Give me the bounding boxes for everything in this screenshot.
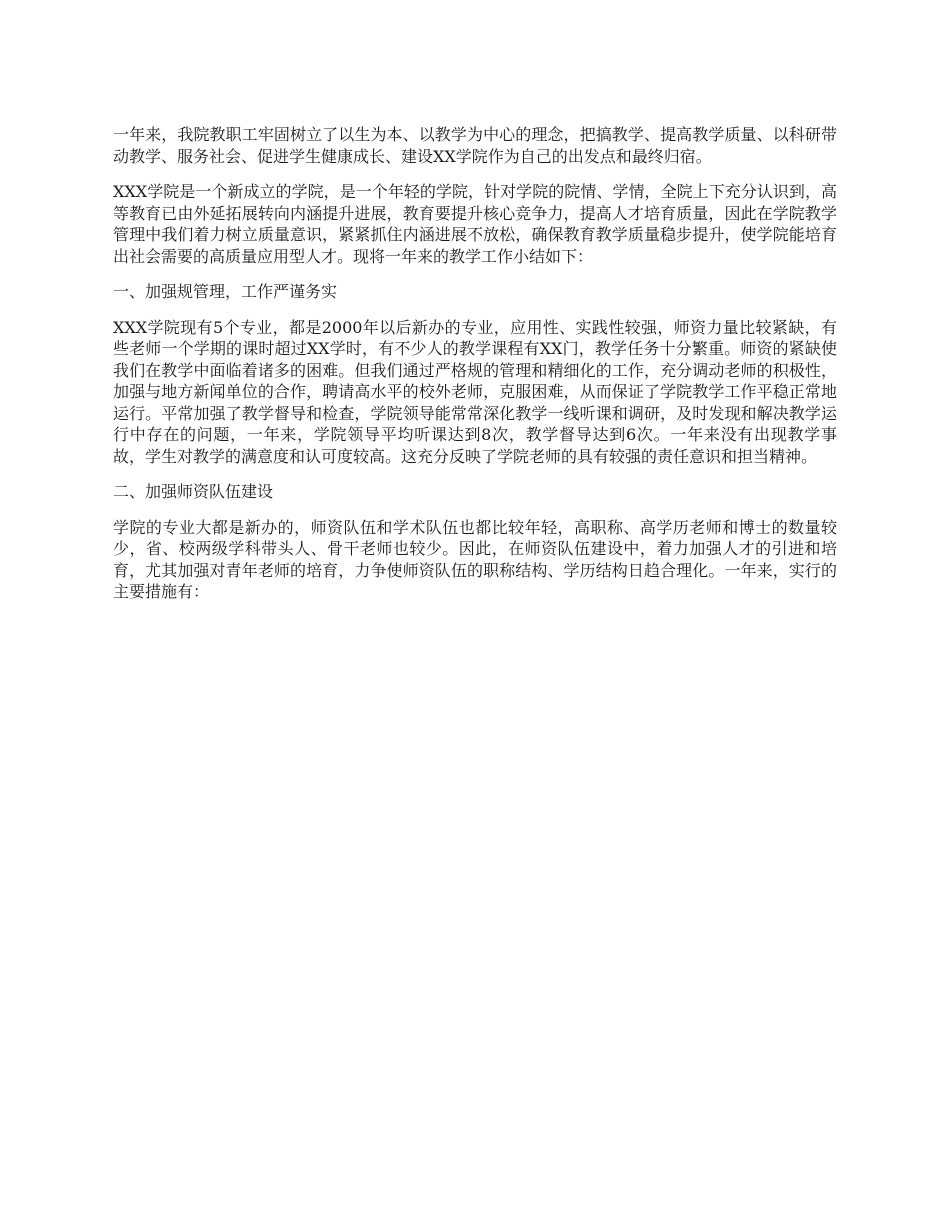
intro-paragraph: 一年来，我院教职工牢固树立了以生为本、以教学为中心的理念，把搞教学、提高教学质量、以科研带动教学、服务社会、促进学生健康成长、建设XX学院作为自己的出发点和最终归宿。 bbox=[113, 125, 837, 166]
document-page bbox=[113, 124, 837, 617]
management-paragraph: XXX学院现有5个专业，都是2000年以后新办的专业，应用性、实践性较强，师资力量比较紧缺，有些老师一个学期的课时超过XX学时，有不少人的教学课程有XX门，教学任务十分繁重。师资的紧缺使我们在教学中面临着诸多的困难。但我们通过严格规的管理和精细化的工作，充分调动老师的积极性，加强与地方新闻单位的合作，聘请高水平的校外老师，克服困难，从而保证了学院教学工作平稳正常地运行。平常加强了教学督导和检查，学院领导能常常深化教学一线听课和调研，及时发现和解决教学运行中存在的问题，一年来，学院领导平均听课达到8次，教学督导达到6次。一年来没有出现教学事故，学生对教学的满意度和认可度较高。这充分反映了学院老师的具有较强的责任意识和担当精神。 bbox=[113, 317, 837, 466]
college-overview-paragraph: XXX学院是一个新成立的学院，是一个年轻的学院，针对学院的院情、学情，全院上下充分认识到，高等教育已由外延拓展转向内涵提升进展，教育要提升核心竞争力，提高人才培育质量，因此在学院教学管理中我们着力树立质量意识，紧紧抓住内涵进展不放松，确保教育教学质量稳步提升，使学院能培育出社会需要的高质量应用型人才。现将一年来的教学工作小结如下： bbox=[113, 182, 837, 266]
section-heading-faculty: 二、加强师资队伍建设 bbox=[113, 482, 274, 501]
section-heading-management: 一、加强规管理，工作严谨务实 bbox=[113, 282, 338, 301]
faculty-paragraph: 学院的专业大都是新办的，师资队伍和学术队伍也都比较年轻，高职称、高学历老师和博士的数量较少，省、校两级学科带头人、骨干老师也较少。因此，在师资队伍建设中，着力加强人才的引进和培育，尤其加强对青年老师的培育，力争使师资队伍的职称结构、学历结构日趋合理化。一年来，实行的主要措施有： bbox=[113, 517, 837, 601]
